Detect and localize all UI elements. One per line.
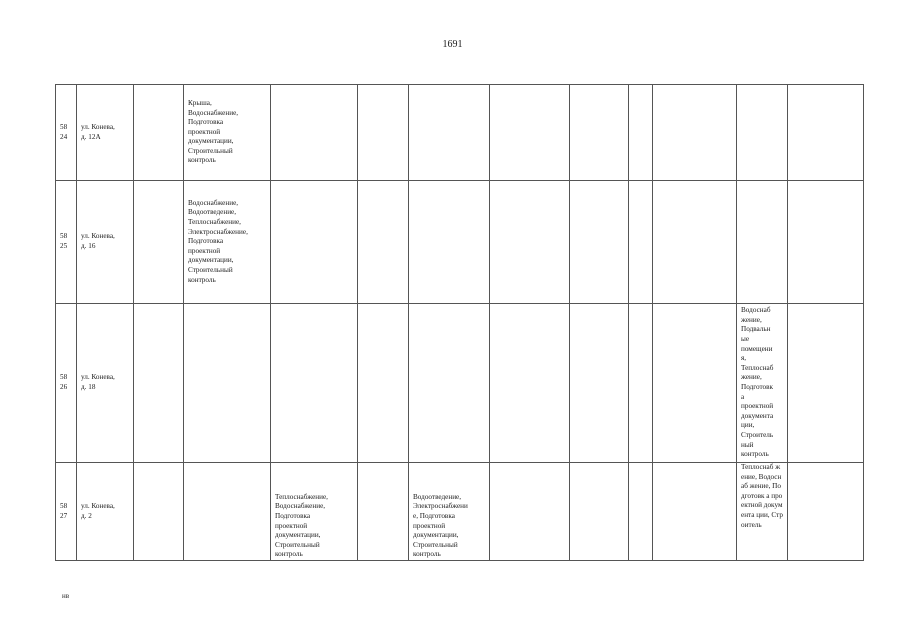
empty-cell bbox=[358, 463, 409, 561]
works-cell bbox=[409, 304, 490, 463]
empty-cell bbox=[134, 463, 184, 561]
empty-cell bbox=[788, 85, 864, 181]
empty-cell bbox=[570, 304, 629, 463]
empty-cell bbox=[570, 181, 629, 304]
empty-cell bbox=[788, 463, 864, 561]
empty-cell bbox=[358, 85, 409, 181]
empty-cell bbox=[788, 304, 864, 463]
works-cell: Водоснаб жение, Подвальн ые помещени я, Теплоснаб жение, Подготовк а проектной документа ции, Строитель ный контроль bbox=[737, 304, 788, 463]
works-cell bbox=[184, 463, 271, 561]
empty-cell bbox=[490, 304, 570, 463]
empty-cell bbox=[570, 463, 629, 561]
works-cell: Водоотведение, Электроснабжени е, Подготовка проектной документации, Строительный контроль bbox=[409, 463, 490, 561]
empty-cell bbox=[653, 85, 737, 181]
works-cell: Водоснабжение, Водоотведение, Теплоснабжение, Электроснабжение, Подготовка проектной документации, Строительный контроль bbox=[184, 181, 271, 304]
row-number: 58 27 bbox=[56, 463, 77, 561]
works-cell bbox=[271, 181, 358, 304]
row-number: 58 24 bbox=[56, 85, 77, 181]
empty-cell bbox=[629, 304, 653, 463]
empty-cell bbox=[490, 85, 570, 181]
empty-cell bbox=[788, 181, 864, 304]
address-cell: ул. Конева, д. 2 bbox=[77, 463, 134, 561]
empty-cell bbox=[653, 463, 737, 561]
footer-mark: нв bbox=[62, 592, 70, 600]
empty-cell bbox=[490, 181, 570, 304]
works-cell bbox=[737, 181, 788, 304]
empty-cell bbox=[629, 181, 653, 304]
table-row bbox=[56, 181, 864, 304]
empty-cell bbox=[653, 304, 737, 463]
table-row bbox=[56, 463, 864, 561]
empty-cell bbox=[134, 181, 184, 304]
works-cell bbox=[184, 304, 271, 463]
empty-cell bbox=[629, 85, 653, 181]
works-cell bbox=[737, 85, 788, 181]
empty-cell bbox=[134, 85, 184, 181]
address-cell: ул. Конева, д. 12А bbox=[77, 85, 134, 181]
row-number: 58 26 bbox=[56, 304, 77, 463]
empty-cell bbox=[358, 181, 409, 304]
row-number: 58 25 bbox=[56, 181, 77, 304]
empty-cell bbox=[134, 304, 184, 463]
empty-cell bbox=[653, 181, 737, 304]
works-cell bbox=[271, 304, 358, 463]
works-cell: Крыша, Водоснабжение, Подготовка проектной документации, Строительный контроль bbox=[184, 85, 271, 181]
works-cell-clipped bbox=[737, 463, 788, 561]
works-cell bbox=[409, 181, 490, 304]
empty-cell bbox=[490, 463, 570, 561]
empty-cell bbox=[358, 304, 409, 463]
table-row bbox=[56, 304, 864, 463]
address-cell: ул. Конева, д. 16 bbox=[77, 181, 134, 304]
table-row bbox=[56, 85, 864, 181]
works-cell-text: Теплоснаб жение, Водоснаб жение, Подготовк а проектной документа ции, Строитель bbox=[741, 463, 783, 529]
works-cell bbox=[409, 85, 490, 181]
works-table bbox=[55, 84, 864, 561]
works-cell bbox=[271, 85, 358, 181]
empty-cell bbox=[629, 463, 653, 561]
empty-cell bbox=[570, 85, 629, 181]
works-cell: Теплоснабжение, Водоснабжение, Подготовка проектной документации, Строительный контроль bbox=[271, 463, 358, 561]
address-cell: ул. Конева, д. 18 bbox=[77, 304, 134, 463]
page-number: 1691 bbox=[442, 39, 463, 50]
